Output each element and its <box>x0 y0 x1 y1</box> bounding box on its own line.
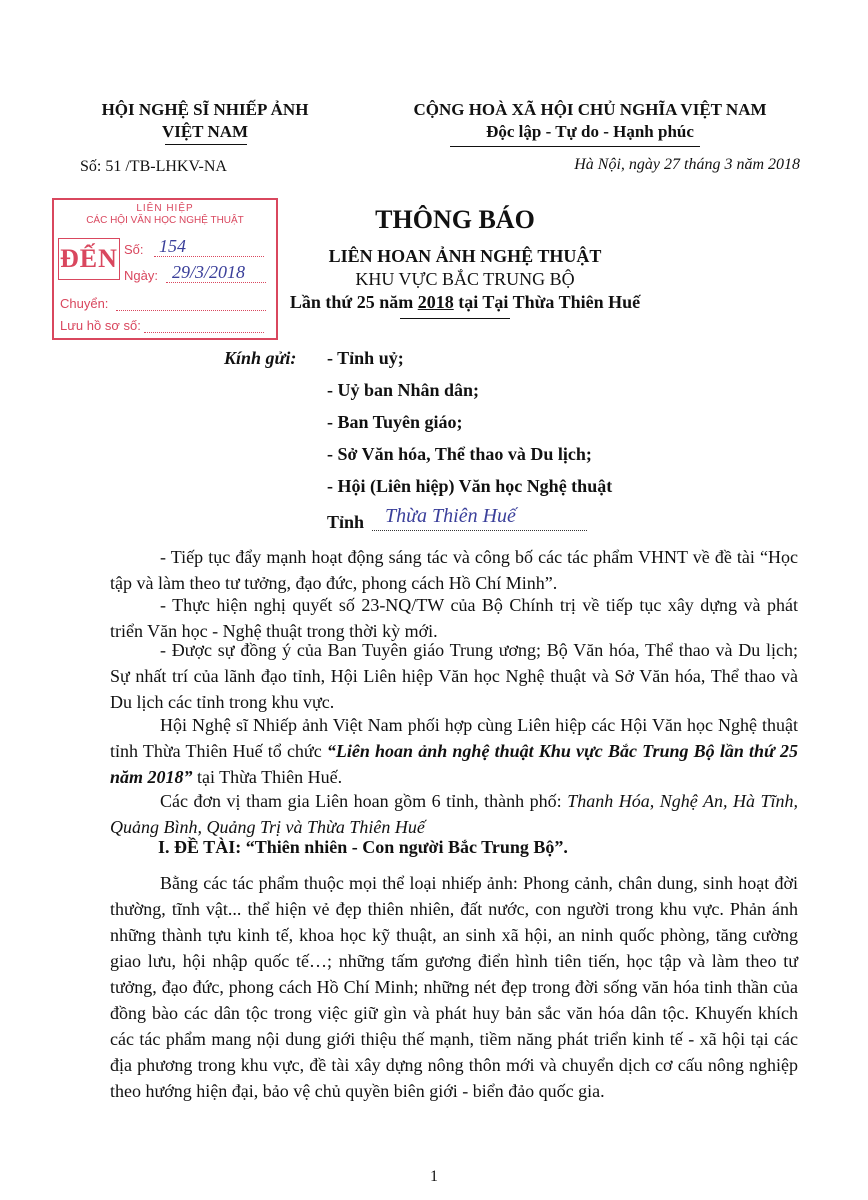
org-name-line2: VIỆT NAM <box>161 122 249 141</box>
recipient-item: - Uỷ ban Nhân dân; <box>327 380 480 400</box>
recipient-item: - Hội (Liên hiệp) Văn học Nghệ thuật <box>327 476 613 496</box>
nation-motto: Độc lập - Tự do - Hạnh phúc <box>486 122 694 141</box>
document-number: Số: 51 /TB-LHKV-NA <box>80 158 227 175</box>
title-line3-year: 2018 <box>417 292 454 312</box>
title-line3-post: tại Tại Thừa Thiên Huế <box>453 292 641 312</box>
org-underline <box>165 144 247 145</box>
stamp-chuyen-label: Chuyển: <box>60 296 109 311</box>
title-line3 <box>250 292 680 313</box>
title-line2: KHU VỰC BẮC TRUNG BỘ <box>355 269 575 289</box>
province-dots <box>372 530 587 531</box>
stamp-ngay-dots <box>166 282 266 283</box>
stamp-luu-dots <box>144 332 264 333</box>
title-underline <box>400 318 510 319</box>
recipient-item: - Ban Tuyên giáo; <box>327 412 463 432</box>
section-heading: I. ĐỀ TÀI: “Thiên nhiên - Con người Bắc Trung Bộ”. <box>158 837 568 857</box>
recipients-label: Kính gửi: <box>224 348 297 368</box>
title-line3-pre: Lần thứ 25 năm <box>289 292 418 312</box>
stamp-line2: CÁC HỘI VĂN HỌC NGHỆ THUẬT <box>86 215 244 226</box>
festival-name: “Liên hoan ảnh nghệ thuật Khu vực Bắc Trung Bộ lần thứ 25 năm 2018” <box>110 741 798 787</box>
body-paragraph-text: - Tiếp tục đẩy mạnh hoạt động sáng tác và công bố các tác phẩm VHNT về đề tài “Học tập và làm theo tư tưởng, đạo đức, phong cách Hồ Chí Minh”. <box>110 547 798 593</box>
participant-provinces: Thanh Hóa, Nghệ An, Hà Tĩnh, Quảng Bình, Quảng Trị và Thừa Thiên Huế <box>110 791 798 837</box>
body-paragraph <box>110 712 798 790</box>
body-paragraph-text: tại Thừa Thiên Huế. <box>192 767 343 787</box>
body-paragraph <box>110 544 798 596</box>
motto-underline <box>450 146 700 147</box>
stamp-chuyen-dots <box>116 310 266 311</box>
stamp-so-label: Số: <box>124 242 144 257</box>
recipient-item: - Tỉnh uỷ; <box>327 348 404 368</box>
stamp-ngay-value: 29/3/2018 <box>172 262 246 282</box>
stamp-so-dots <box>154 256 264 257</box>
body-paragraph <box>110 788 798 840</box>
org-name-line1: HỘI NGHỆ SĨ NHIẾP ẢNH <box>101 100 309 119</box>
document-title: THÔNG BÁO <box>375 205 535 234</box>
stamp-luu-label: Lưu hồ sơ số: <box>60 318 141 333</box>
body-paragraph-text: - Thực hiện nghị quyết số 23-NQ/TW của Bộ Chính trị về tiếp tục xây dựng và phát triển Văn học - Nghệ thuật trong thời kỳ mới. <box>110 595 798 641</box>
recipient-item: - Sở Văn hóa, Thể thao và Du lịch; <box>327 444 592 464</box>
body-paragraph-text: - Được sự đồng ý của Ban Tuyên giáo Trung ương; Bộ Văn hóa, Thể thao và Du lịch; Sự nhất trí của lãnh đạo tỉnh, Hội Liên hiệp Văn học Nghệ thuật và Sở Văn hóa, Thể thao và Du lịch các tỉnh trong khu vực. <box>110 640 798 712</box>
body-paragraph-text: Hội Nghệ sĩ Nhiếp ảnh Việt Nam phối hợp cùng Liên hiệp các Hội Văn học Nghệ thuật tỉnh Thừa Thiên Huế tổ chức <box>110 715 798 761</box>
body-paragraph-text: Các đơn vị tham gia Liên hoan gồm 6 tỉnh, thành phố: <box>160 791 568 811</box>
page-number: 1 <box>430 1168 438 1185</box>
stamp-word: ĐẾN <box>60 244 118 273</box>
title-line1: LIÊN HOAN ẢNH NGHỆ THUẬT <box>328 246 602 266</box>
stamp-so-value: 154 <box>159 236 186 256</box>
province-label: Tỉnh <box>327 512 365 532</box>
body-paragraph <box>110 870 798 1104</box>
stamp-line1: LIÊN HIỆP <box>136 203 194 214</box>
province-handwritten-value: Thừa Thiên Huế <box>385 505 516 527</box>
body-paragraph-text: Bằng các tác phẩm thuộc mọi thể loại nhiếp ảnh: Phong cảnh, chân dung, sinh hoạt đời thường, tĩnh vật... thể hiện vẻ đẹp thiên nhiên, đất nước, con người trong khu vực. Phản ánh những thành tựu kinh tế, khoa học kỹ thuật, an sinh xã hội, an ninh quốc phòng, tăng cường giao lưu, hội nhập quốc tế…; những tấm gương điển hình tiên tiến, học tập và làm theo tư tưởng, đạo đức, phong cách Hồ Chí Minh; những nét đẹp trong đời sống văn hóa tinh thần của đồng bào các dân tộc trong việc giữ gìn và phát huy bản sắc văn hóa dân tộc. Khuyến khích các tác phẩm mang nội dung giới thiệu thế mạnh, tiềm năng phát triển kinh tế - xã hội tại các địa phương trong khu vực, đề tài xây dựng nông thôn mới và chuyển dịch cơ cấu nông nghiệp theo hướng hiện đại, bảo vệ chủ quyền biên giới - biển đảo quốc gia. <box>110 873 798 1101</box>
received-stamp <box>52 198 278 340</box>
stamp-ngay-label: Ngày: <box>124 268 158 283</box>
document-date: Hà Nội, ngày 27 tháng 3 năm 2018 <box>574 156 800 173</box>
body-paragraph <box>110 637 798 715</box>
nation-title: CỘNG HOÀ XÃ HỘI CHỦ NGHĨA VIỆT NAM <box>413 100 767 119</box>
